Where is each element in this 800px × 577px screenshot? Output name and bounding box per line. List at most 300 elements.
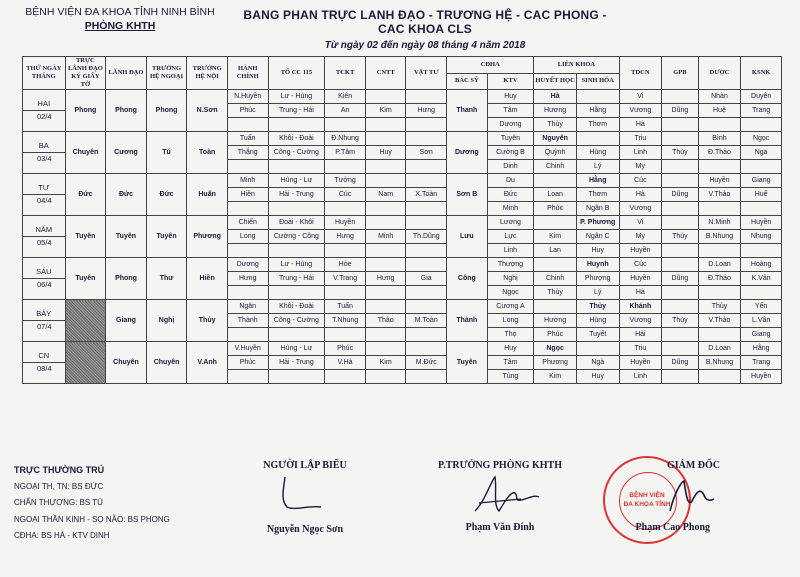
infection-control-cell xyxy=(741,286,782,300)
surgery-head-cell: Tú xyxy=(146,132,187,174)
supplies-cell xyxy=(406,174,447,188)
day-cell xyxy=(23,300,66,342)
supplies-cell xyxy=(406,342,447,356)
emergency-team-cell xyxy=(268,286,325,300)
internal-head-cell: Huấn xyxy=(187,174,228,216)
table-row xyxy=(23,90,782,104)
biochemistry-cell: Hùng xyxy=(576,146,619,160)
pathology-cell xyxy=(662,132,699,146)
leader-cell: Phong xyxy=(106,258,147,300)
infection-control-cell xyxy=(741,160,782,174)
pathology-cell: Dũng xyxy=(662,104,699,118)
infection-control-cell: Trang xyxy=(741,104,782,118)
imaging-technician-cell: Linh xyxy=(487,244,534,258)
it-cell: Hưng xyxy=(365,272,406,286)
emergency-team-cell: Hải - Trung xyxy=(268,356,325,370)
finance-cell: Kiên xyxy=(325,90,366,104)
finance-cell: Đ.Nhung xyxy=(325,132,366,146)
admin-cell: Tuấn xyxy=(227,132,268,146)
table-row xyxy=(23,216,782,230)
finance-cell xyxy=(325,160,366,174)
functional-diagnostics-cell: Cúc xyxy=(619,174,662,188)
infection-control-cell xyxy=(741,244,782,258)
leader-cell: Chuyên xyxy=(106,342,147,384)
surgery-head-cell: Nghị xyxy=(146,300,187,342)
imaging-doctor-cell: Thanh xyxy=(447,90,488,132)
hematology-cell xyxy=(534,300,577,314)
pharmacy-cell: D.Loan xyxy=(698,258,741,272)
infection-control-cell: Yến xyxy=(741,300,782,314)
infection-control-cell: Giang xyxy=(741,328,782,342)
leader-cell: Phong xyxy=(106,90,147,132)
col-ktv: KTV xyxy=(487,73,534,90)
pharmacy-cell: B.Nhung xyxy=(698,230,741,244)
pharmacy-cell: B.Nhung xyxy=(698,356,741,370)
hematology-cell: Lan xyxy=(534,244,577,258)
table-row xyxy=(23,174,782,188)
surgery-head-cell: Thư xyxy=(146,258,187,300)
finance-cell xyxy=(325,244,366,258)
it-cell: Thảo xyxy=(365,314,406,328)
col-gpb: GPB xyxy=(662,57,699,90)
emergency-team-cell: Hải - Trung xyxy=(268,188,325,202)
it-cell: Kim xyxy=(365,104,406,118)
biochemistry-cell: Ngà xyxy=(576,356,619,370)
pathology-cell xyxy=(662,300,699,314)
supplies-cell xyxy=(406,300,447,314)
pathology-cell: Dũng xyxy=(662,188,699,202)
biochemistry-cell: Hằng xyxy=(576,174,619,188)
supplies-cell xyxy=(406,328,447,342)
hematology-cell: Thủy xyxy=(534,286,577,300)
finance-cell xyxy=(325,370,366,384)
pathology-cell xyxy=(662,202,699,216)
imaging-technician-cell: Lực xyxy=(487,230,534,244)
day-cell xyxy=(23,132,66,174)
finance-cell xyxy=(325,328,366,342)
admin-cell: Dương xyxy=(227,258,268,272)
day-date: 05/4 xyxy=(23,236,65,249)
preparer-signature-block xyxy=(240,460,370,535)
infection-control-cell: Nga xyxy=(741,146,782,160)
admin-cell xyxy=(227,244,268,258)
hematology-cell: Hà xyxy=(534,90,577,104)
pathology-cell: Dũng xyxy=(662,356,699,370)
day-name: TƯ xyxy=(38,183,50,192)
it-cell: Kim xyxy=(365,356,406,370)
pathology-cell xyxy=(662,216,699,230)
emergency-team-cell: Công - Cường xyxy=(268,146,325,160)
functional-diagnostics-cell: Cúc xyxy=(619,258,662,272)
pharmacy-cell: N.Minh xyxy=(698,216,741,230)
functional-diagnostics-cell: Vương xyxy=(619,104,662,118)
imaging-technician-cell: Cương A xyxy=(487,300,534,314)
infection-control-cell xyxy=(741,202,782,216)
leader-cell: Đức xyxy=(106,174,147,216)
finance-cell: T.Nhung xyxy=(325,314,366,328)
finance-cell: Tuấn xyxy=(325,300,366,314)
pharmacy-cell xyxy=(698,118,741,132)
surgery-head-cell: Tuyên xyxy=(146,216,187,258)
biochemistry-cell: Phượng xyxy=(576,272,619,286)
pharmacy-cell: Bình xyxy=(698,132,741,146)
emergency-team-cell xyxy=(268,118,325,132)
finance-cell: Cúc xyxy=(325,188,366,202)
supplies-cell xyxy=(406,370,447,384)
col-sinh-hoa: SINH HÓA xyxy=(576,73,619,90)
table-row xyxy=(23,300,782,314)
director-signature-block xyxy=(610,460,750,533)
finance-cell xyxy=(325,202,366,216)
it-cell xyxy=(365,342,406,356)
deputy-name: Phạm Văn Đính xyxy=(465,522,535,533)
it-cell xyxy=(365,300,406,314)
emergency-team-cell: Trung - Hải xyxy=(268,272,325,286)
biochemistry-cell: Ngân C xyxy=(576,230,619,244)
infection-control-cell: Hằng xyxy=(741,342,782,356)
emergency-team-cell: Lư - Hùng xyxy=(268,90,325,104)
infection-control-cell: Duyên xyxy=(741,90,782,104)
header-center xyxy=(230,8,620,51)
hematology-cell: Chinh xyxy=(534,272,577,286)
biochemistry-cell: Huy xyxy=(576,244,619,258)
admin-cell: Phúc xyxy=(227,356,268,370)
schedule-title: BANG PHAN TRỰC LANH ĐẠO - TRƯƠNG HỆ - CAC PHONG - CAC KHOA CLS xyxy=(243,8,607,36)
pharmacy-cell xyxy=(698,244,741,258)
functional-diagnostics-cell: Huyền xyxy=(619,272,662,286)
day-name: HAI xyxy=(37,99,51,108)
pathology-cell xyxy=(662,174,699,188)
day-date: 03/4 xyxy=(23,152,65,165)
it-cell xyxy=(365,244,406,258)
supplies-cell xyxy=(406,202,447,216)
biochemistry-cell xyxy=(576,90,619,104)
pathology-cell xyxy=(662,258,699,272)
pathology-cell xyxy=(662,370,699,384)
biochemistry-cell: Lý xyxy=(576,286,619,300)
imaging-technician-cell: Huy xyxy=(487,342,534,356)
pharmacy-cell xyxy=(698,202,741,216)
imaging-doctor-cell: Thành xyxy=(447,300,488,342)
hematology-cell: Loan xyxy=(534,188,577,202)
it-cell xyxy=(365,160,406,174)
pharmacy-cell: V.Thảo xyxy=(698,314,741,328)
emergency-team-cell xyxy=(268,202,325,216)
duty-schedule-table xyxy=(22,56,782,384)
day-cell xyxy=(23,216,66,258)
infection-control-cell: Giang xyxy=(741,174,782,188)
pharmacy-cell xyxy=(698,328,741,342)
supplies-cell xyxy=(406,286,447,300)
day-date: 07/4 xyxy=(23,320,65,333)
finance-cell: Huyền xyxy=(325,216,366,230)
functional-diagnostics-cell: Triu xyxy=(619,132,662,146)
pathology-cell xyxy=(662,286,699,300)
day-date: 08/4 xyxy=(23,362,65,375)
col-bac-sy: BÁC SỸ xyxy=(447,73,488,90)
supplies-cell xyxy=(406,258,447,272)
hematology-cell xyxy=(534,174,577,188)
infection-control-cell: Hoàng xyxy=(741,258,782,272)
imaging-technician-cell: Tâm xyxy=(487,104,534,118)
imaging-doctor-cell: Dương xyxy=(447,132,488,174)
leader-cell: Giang xyxy=(106,300,147,342)
hematology-cell: Nguyên xyxy=(534,132,577,146)
admin-cell xyxy=(227,160,268,174)
supplies-cell xyxy=(406,216,447,230)
biochemistry-cell xyxy=(576,132,619,146)
col-tdcn: TDCN xyxy=(619,57,662,90)
resident-duty-line: CHẤN THƯƠNG: BS TÚ xyxy=(14,498,103,507)
biochemistry-cell: Huy xyxy=(576,370,619,384)
biochemistry-cell: Thơm xyxy=(576,188,619,202)
col-truong-he-noi: TRƯỞNG HỆ NỘI xyxy=(187,57,228,90)
pathology-cell xyxy=(662,118,699,132)
biochemistry-cell: Huynh xyxy=(576,258,619,272)
hematology-cell: Chinh xyxy=(534,160,577,174)
pharmacy-cell: Nhàn xyxy=(698,90,741,104)
emergency-team-cell: Đoài - Khôi xyxy=(268,216,325,230)
imaging-technician-cell: Thọ xyxy=(487,328,534,342)
functional-diagnostics-cell: Linh xyxy=(619,370,662,384)
emergency-team-cell: Cường - Công xyxy=(268,230,325,244)
supplies-cell: M.Toàn xyxy=(406,314,447,328)
it-cell xyxy=(365,132,406,146)
admin-cell: Long xyxy=(227,230,268,244)
preparer-name: Nguyễn Ngọc Sơn xyxy=(266,524,344,535)
supplies-cell: Sơn xyxy=(406,146,447,160)
imaging-doctor-cell: Tuyên xyxy=(447,342,488,384)
functional-diagnostics-cell: Hà xyxy=(619,188,662,202)
infection-control-cell xyxy=(741,118,782,132)
finance-cell xyxy=(325,286,366,300)
it-cell: Huy xyxy=(365,146,406,160)
supplies-cell: Gia xyxy=(406,272,447,286)
schedule-date-range: Từ ngày 02 đến ngày 08 tháng 4 năm 2018 xyxy=(324,40,526,51)
emergency-team-cell: Hùng - Lư xyxy=(268,342,325,356)
hematology-cell: Phúc xyxy=(534,328,577,342)
functional-diagnostics-cell: Triu xyxy=(619,342,662,356)
day-date: 04/4 xyxy=(23,194,65,207)
supplies-cell xyxy=(406,132,447,146)
deputy-signature-block xyxy=(420,460,580,533)
imaging-technician-cell: Nghị xyxy=(487,272,534,286)
pathology-cell xyxy=(662,90,699,104)
imaging-technician-cell: Lương xyxy=(487,216,534,230)
pathology-cell: Thủy xyxy=(662,146,699,160)
supplies-cell: X.Toàn xyxy=(406,188,447,202)
hematology-cell: Kim xyxy=(534,370,577,384)
day-name: BẢY xyxy=(36,309,52,318)
infection-control-cell: Ngọc xyxy=(741,132,782,146)
imaging-technician-cell: Dương xyxy=(487,118,534,132)
biochemistry-cell: Tuyết xyxy=(576,328,619,342)
admin-cell: Phúc xyxy=(227,104,268,118)
surgery-head-cell: Phong xyxy=(146,90,187,132)
surgery-head-cell: Chuyên xyxy=(146,342,187,384)
emergency-team-cell xyxy=(268,328,325,342)
leader-cell: Cương xyxy=(106,132,147,174)
admin-cell xyxy=(227,118,268,132)
resident-duty-block xyxy=(14,462,170,545)
biochemistry-cell: Ngân B xyxy=(576,202,619,216)
col-cntt: CNTT xyxy=(365,57,406,90)
infection-control-cell: Nhung xyxy=(741,230,782,244)
biochemistry-cell: Lý xyxy=(576,160,619,174)
hospital-name: BỆNH VIỆN ĐA KHOA TỈNH NINH BÌNH xyxy=(25,6,215,18)
signing-leader-cell: Tuyên xyxy=(65,258,106,300)
functional-diagnostics-cell: Linh xyxy=(619,146,662,160)
deputy-role: P.TRƯỞNG PHÒNG KHTH xyxy=(438,460,562,471)
it-cell: Nam xyxy=(365,188,406,202)
imaging-technician-cell: Minh xyxy=(487,202,534,216)
table-row xyxy=(23,258,782,272)
functional-diagnostics-cell: My xyxy=(619,230,662,244)
emergency-team-cell: Trung - Hải xyxy=(268,104,325,118)
admin-cell xyxy=(227,202,268,216)
day-date: 02/4 xyxy=(23,110,65,123)
pharmacy-cell xyxy=(698,286,741,300)
admin-cell: V.Huyền xyxy=(227,342,268,356)
day-name: CN xyxy=(38,351,50,360)
signing-leader-cell xyxy=(65,342,106,384)
hematology-cell: Phúc xyxy=(534,202,577,216)
imaging-doctor-cell: Sơn B xyxy=(447,174,488,216)
finance-cell xyxy=(325,118,366,132)
imaging-technician-cell: Cường B xyxy=(487,146,534,160)
supplies-cell xyxy=(406,118,447,132)
day-name: SÁU xyxy=(36,267,52,276)
imaging-technician-cell: Tuyên xyxy=(487,132,534,146)
finance-cell: V.Hà xyxy=(325,356,366,370)
biochemistry-cell: Thủy xyxy=(576,300,619,314)
it-cell xyxy=(365,202,406,216)
day-cell xyxy=(23,342,66,384)
resident-duty-line: CĐHA: BS HÀ - KTV DINH xyxy=(14,531,110,540)
pharmacy-cell: V.Thảo xyxy=(698,188,741,202)
day-cell xyxy=(23,90,66,132)
signing-leader-cell: Tuyên xyxy=(65,216,106,258)
col-tckt: TCKT xyxy=(325,57,366,90)
supplies-cell: Th.Dũng xyxy=(406,230,447,244)
internal-head-cell: Thủy xyxy=(187,300,228,342)
functional-diagnostics-cell: Huyền xyxy=(619,356,662,370)
internal-head-cell: V.Anh xyxy=(187,342,228,384)
functional-diagnostics-cell: Vương xyxy=(619,314,662,328)
pharmacy-cell: Đ.Thảo xyxy=(698,272,741,286)
admin-cell: Ngân xyxy=(227,300,268,314)
it-cell xyxy=(365,90,406,104)
functional-diagnostics-cell: Huyền xyxy=(619,244,662,258)
functional-diagnostics-cell: Vi xyxy=(619,90,662,104)
admin-cell: Thành xyxy=(227,314,268,328)
functional-diagnostics-cell: Khánh xyxy=(619,300,662,314)
director-signature-mark xyxy=(640,471,720,517)
emergency-team-cell: Công - Cường xyxy=(268,314,325,328)
biochemistry-cell xyxy=(576,342,619,356)
hematology-cell: Kim xyxy=(534,230,577,244)
emergency-team-cell: Hùng - Lư xyxy=(268,174,325,188)
finance-cell: Phúc xyxy=(325,342,366,356)
functional-diagnostics-cell: Vi xyxy=(619,216,662,230)
it-cell xyxy=(365,216,406,230)
pathology-cell xyxy=(662,160,699,174)
signing-leader-cell: Đức xyxy=(65,174,106,216)
preparer-role: NGƯỜI LẬP BIỂU xyxy=(263,460,347,471)
supplies-cell: M.Đức xyxy=(406,356,447,370)
imaging-technician-cell: Du xyxy=(487,174,534,188)
hematology-cell: Phương xyxy=(534,356,577,370)
functional-diagnostics-cell: Hải xyxy=(619,328,662,342)
pharmacy-cell xyxy=(698,160,741,174)
director-role: GIÁM ĐỐC xyxy=(666,460,720,471)
admin-cell: Hưng xyxy=(227,272,268,286)
functional-diagnostics-cell: Vương xyxy=(619,202,662,216)
resident-duty-heading: TRỰC THƯỜNG TRÚ xyxy=(14,465,105,475)
imaging-technician-cell: Ngọc xyxy=(487,286,534,300)
emergency-team-cell xyxy=(268,160,325,174)
imaging-technician-cell: Huy xyxy=(487,90,534,104)
pharmacy-cell: Huệ xyxy=(698,104,741,118)
col-day: THỨ NGÀY THÁNG xyxy=(23,57,66,90)
hospital-stamp: BỆNH VIỆN ĐA KHOA TỈNH xyxy=(603,456,691,544)
internal-head-cell: Phương xyxy=(187,216,228,258)
day-cell xyxy=(23,258,66,300)
table-row xyxy=(23,132,782,146)
pathology-cell xyxy=(662,328,699,342)
pharmacy-cell: D.Loan xyxy=(698,342,741,356)
it-cell xyxy=(365,370,406,384)
col-to-cc: TỔ CC 115 xyxy=(268,57,325,90)
deputy-signature-mark xyxy=(455,471,545,517)
col-lanh-dao: LÃNH ĐẠO xyxy=(106,57,147,90)
pathology-cell: Thủy xyxy=(662,314,699,328)
admin-cell: Chiến xyxy=(227,216,268,230)
hematology-cell: Quỳnh xyxy=(534,146,577,160)
day-name: NĂM xyxy=(35,225,53,234)
department-name: PHÒNG KHTH xyxy=(84,20,156,32)
admin-cell: N.Huyền xyxy=(227,90,268,104)
imaging-technician-cell: Thượng xyxy=(487,258,534,272)
functional-diagnostics-cell: My xyxy=(619,160,662,174)
finance-cell: Tưởng xyxy=(325,174,366,188)
pharmacy-cell: Huyền xyxy=(698,174,741,188)
emergency-team-cell: Khôi - Đoài xyxy=(268,132,325,146)
imaging-technician-cell: Dinh xyxy=(487,160,534,174)
it-cell xyxy=(365,286,406,300)
hematology-cell: Thủy xyxy=(534,118,577,132)
supplies-cell xyxy=(406,160,447,174)
biochemistry-cell: Thơm xyxy=(576,118,619,132)
admin-cell xyxy=(227,370,268,384)
imaging-doctor-cell: Lưu xyxy=(447,216,488,258)
resident-duty-line: NGOẠI TH, TN: BS ĐỨC xyxy=(14,481,104,491)
table-row xyxy=(23,342,782,356)
it-cell xyxy=(365,118,406,132)
finance-cell: An xyxy=(325,104,366,118)
infection-control-cell: Trang xyxy=(741,356,782,370)
pathology-cell: Dũng xyxy=(662,272,699,286)
col-hanh-chinh: HÀNH CHÍNH xyxy=(227,57,268,90)
day-cell xyxy=(23,174,66,216)
schedule-body xyxy=(23,90,782,384)
biochemistry-cell: P. Phương xyxy=(576,216,619,230)
signing-leader-cell xyxy=(65,300,106,342)
internal-head-cell: Toàn xyxy=(187,132,228,174)
director-name: Phạm Cao Phong xyxy=(635,522,710,533)
finance-cell: Hưng xyxy=(325,230,366,244)
functional-diagnostics-cell: Hà xyxy=(619,118,662,132)
